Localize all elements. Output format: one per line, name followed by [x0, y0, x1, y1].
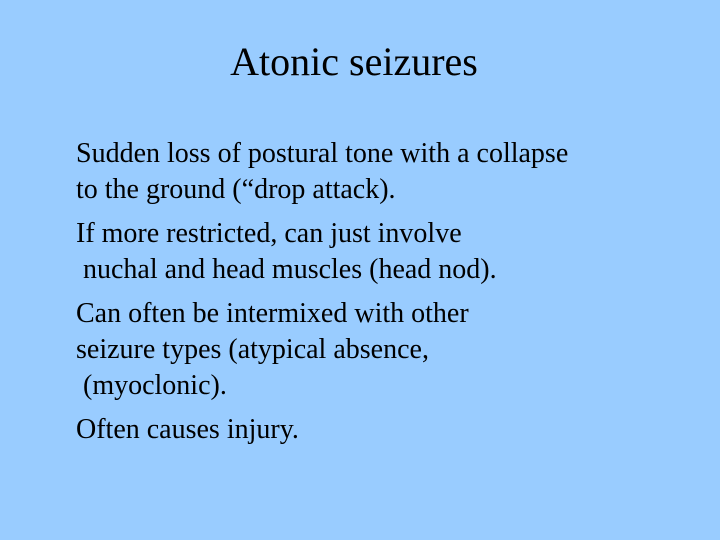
- bullet-line: Sudden loss of postural tone with a collapse: [76, 138, 569, 169]
- bullet-line: to the ground (“drop attack).: [76, 174, 396, 205]
- bullet-item: [76, 296, 706, 404]
- bullet-line: If more restricted, can just involve: [76, 218, 462, 249]
- bullet-item: [76, 136, 706, 208]
- bullet-line: seizure types (atypical absence,: [76, 334, 429, 365]
- bullet-line: Often causes injury.: [76, 414, 299, 445]
- slide-body: [76, 136, 706, 448]
- bullet-item: [76, 412, 706, 448]
- slide-title: Atonic seizures: [230, 39, 478, 84]
- bullet-item: [76, 216, 706, 288]
- bullet-line: Can often be intermixed with other: [76, 298, 469, 329]
- bullet-line: (myoclonic).: [76, 370, 227, 401]
- bullet-line: nuchal and head muscles (head nod).: [76, 254, 497, 285]
